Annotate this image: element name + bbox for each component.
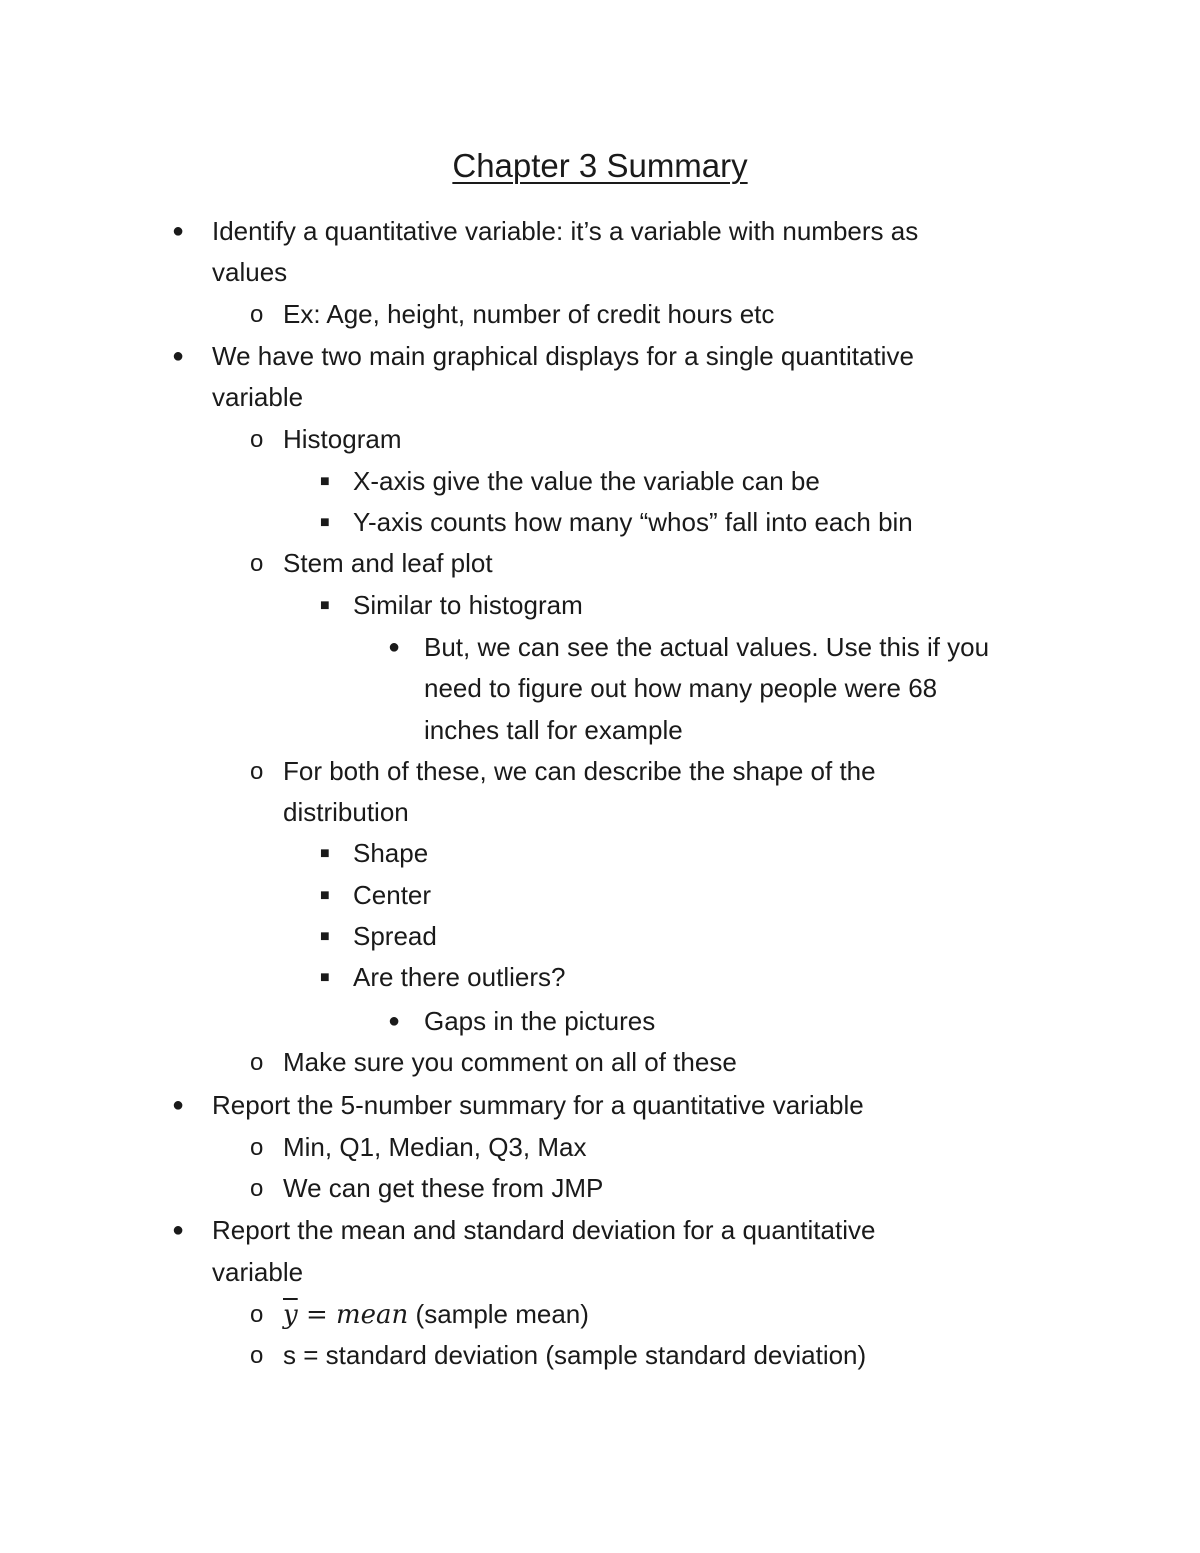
circle-bullet-icon: o	[250, 1301, 264, 1328]
list-item-level1: We have two main graphical displays for a single quantitative	[212, 341, 914, 371]
disc-bullet-icon: ●	[172, 345, 185, 367]
list-item-level2: Min, Q1, Median, Q3, Max	[283, 1132, 587, 1162]
list-item-level2: Histogram	[283, 424, 402, 454]
list-item-level2: For both of these, we can describe the shape of the	[283, 756, 876, 786]
list-item-level2: s = standard deviation (sample standard deviation)	[283, 1340, 867, 1370]
square-bullet-icon: ■	[320, 928, 330, 945]
list-item-level2: We can get these from JMP	[283, 1173, 604, 1203]
disc-bullet-icon: ●	[172, 1094, 185, 1116]
square-bullet-icon: ■	[320, 597, 330, 614]
list-item-level3: Similar to histogram	[353, 590, 583, 620]
circle-bullet-icon: o	[250, 426, 264, 453]
circle-bullet-icon: o	[250, 758, 264, 785]
list-item-continuation: inches tall for example	[424, 715, 683, 745]
math-note: (sample mean)	[408, 1299, 589, 1329]
square-bullet-icon: ■	[320, 845, 330, 862]
list-item-continuation: need to figure out how many people were 68	[424, 673, 938, 703]
list-item-level3: Are there outliers?	[353, 962, 566, 992]
list-item-continuation: distribution	[283, 797, 409, 827]
list-item-level3: Spread	[353, 921, 437, 951]
circle-bullet-icon: o	[250, 1175, 264, 1202]
list-item-continuation: values	[212, 257, 288, 287]
circle-bullet-icon: o	[250, 1342, 264, 1369]
square-bullet-icon: ■	[320, 514, 330, 531]
square-bullet-icon: ■	[320, 473, 330, 490]
list-item-level1: Report the mean and standard deviation for a quantitative	[212, 1215, 876, 1245]
square-bullet-icon: ■	[320, 969, 330, 986]
list-item-level4: But, we can see the actual values. Use this if you	[424, 632, 990, 662]
list-item-level1: Report the 5-number summary for a quantitative variable	[212, 1090, 864, 1120]
circle-bullet-icon: o	[250, 550, 264, 577]
disc-bullet-icon: ●	[388, 1010, 401, 1032]
list-item-continuation: variable	[212, 382, 304, 412]
circle-bullet-icon: o	[250, 1049, 264, 1076]
page-title: Chapter 3 Summary	[452, 147, 748, 184]
disc-bullet-icon: ●	[388, 636, 401, 658]
list-item-level3: Center	[353, 880, 432, 910]
list-item-level1: Identify a quantitative variable: it’s a variable with numbers as	[212, 216, 919, 246]
list-item-continuation: variable	[212, 1257, 304, 1287]
list-item-level3: Shape	[353, 838, 429, 868]
square-bullet-icon: ■	[320, 887, 330, 904]
list-item-level3: Y-axis counts how many “whos” fall into each bin	[353, 507, 913, 537]
list-item-level3: X-axis give the value the variable can be	[353, 466, 820, 496]
list-item-level4: Gaps in the pictures	[424, 1006, 656, 1036]
disc-bullet-icon: ●	[172, 1219, 185, 1241]
list-item-level2: Make sure you comment on all of these	[283, 1047, 737, 1077]
circle-bullet-icon: o	[250, 1134, 264, 1161]
disc-bullet-icon: ●	[172, 220, 185, 242]
list-item-level2	[283, 1294, 589, 1336]
math-y-bar: $\overline{y}$	[283, 1300, 298, 1330]
list-item-level2: Stem and leaf plot	[283, 548, 493, 578]
circle-bullet-icon: o	[250, 301, 264, 328]
math-equation: = mean	[297, 1300, 409, 1330]
list-item-level2: Ex: Age, height, number of credit hours etc	[283, 299, 775, 329]
